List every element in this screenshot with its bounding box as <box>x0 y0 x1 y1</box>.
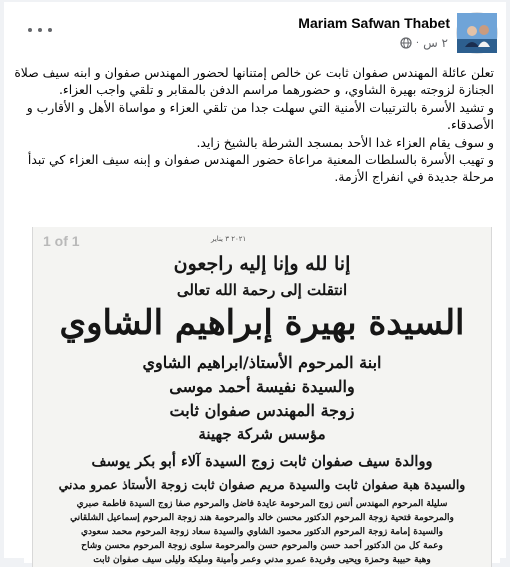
post-paragraph: تعلن عائلة المهندس صفوان ثابت عن خالص إمتنانها لحضور المهندس صفوان و ابنه سيف صلاة الجنازة لزوجته بهيرة الشاوي، و حضورهما مراسم الدفن بالمقابر و تلقي واجب العزاء. <box>14 65 494 98</box>
avatar-photo <box>457 13 497 53</box>
obituary-line-daughter: ابنة المرحوم الأستاذ/ابراهيم الشاوي <box>142 353 382 372</box>
obituary-line-founder: مؤسس شركة جهينة <box>198 425 326 443</box>
obituary-line-hiba: والسيدة هبة صفوان ثابت والسيدة مريم صفوان ثابت زوجة الأستاذ عمرو مدني <box>58 477 466 492</box>
obituary-line-relatives: سليلة المرحوم المهندس أنس زوج المرحومة عايدة فاضل والمرحوم صفا زوج السيدة فاطمة صبري <box>76 499 448 509</box>
post-photo[interactable] <box>24 223 500 563</box>
obituary-line-mother: والسيدة نفيسة أحمد موسى <box>169 377 355 396</box>
obituary-scan <box>32 227 492 567</box>
more-horizontal-icon-dot <box>38 28 42 32</box>
author-avatar[interactable] <box>456 12 498 54</box>
post-header <box>4 2 506 58</box>
post-meta <box>400 36 448 50</box>
obituary-line-relatives: وهبة حبيبة وحمزة ويحيى وفريدة عمرو مدني وعمر وأمينة ومليكة وليلى سيف صفوان ثابت <box>93 555 431 565</box>
obituary-line-ayah: إنا لله وإنا إليه راجعون <box>173 253 351 275</box>
page-badge: 1 of 1 <box>43 233 80 249</box>
post-text <box>14 64 494 186</box>
post-paragraph: و تهيب الأسرة بالسلطات المعنية مراعاة حضور المهندس صفوان و إبنه سيف العزاء كي تبدأ مرحلة جديدة في انفراج الأزمة. <box>27 152 494 185</box>
author-name[interactable]: Mariam Safwan Thabet <box>298 15 450 31</box>
obituary-line-walida: ووالدة سيف صفوان ثابت زوج السيدة آلاء أبو بكر يوسف <box>91 453 433 470</box>
more-options-button[interactable] <box>28 22 52 38</box>
obituary-line-relatives: والسيدة إمامة زوجة المرحوم الدكتور محمود الشاوي والسيدة سعاد زوجة المرحوم محمد سعودي <box>80 527 444 537</box>
meta-separator: · <box>415 37 420 49</box>
obituary-line-relatives: والمرحومة فتحية زوجة المرحوم الدكتور محسن خالد والمرحومة هند زوجة المرحوم إسماعيل الشلقاني <box>70 513 454 523</box>
post-card <box>4 2 506 565</box>
obituary-line-intiqal: انتقلت إلى رحمة الله تعالى <box>176 281 348 299</box>
scan-date: ٢٠٢١ ٣ يناير <box>211 235 247 243</box>
obituary-line-wife: زوجة المهندس صفوان ثابت <box>169 401 355 420</box>
post-paragraph: و سوف يقام العزاء غدا الأحد بمسجد الشرطة بالشيخ زايد. <box>196 134 494 150</box>
more-horizontal-icon-dot <box>48 28 52 32</box>
more-horizontal-icon <box>28 28 32 32</box>
globe-icon <box>400 37 412 49</box>
post-time[interactable]: ٢ س <box>423 36 448 50</box>
post-paragraph: و تشيد الأسرة بالترتيبات الأمنية التي سهلت جدا من تلقي العزاء و مواساة الأهل و الأقارب و الأصدقاء. <box>26 99 494 133</box>
obituary-line-relatives: وعمة كل من الدكتور أحمد حسن والمرحوم حسن والمرحومة سلوى زوجة المرحوم محسن وشاح <box>81 541 443 551</box>
obituary-deceased-name: السيدة بهيرة إبراهيم الشاوي <box>59 303 465 343</box>
